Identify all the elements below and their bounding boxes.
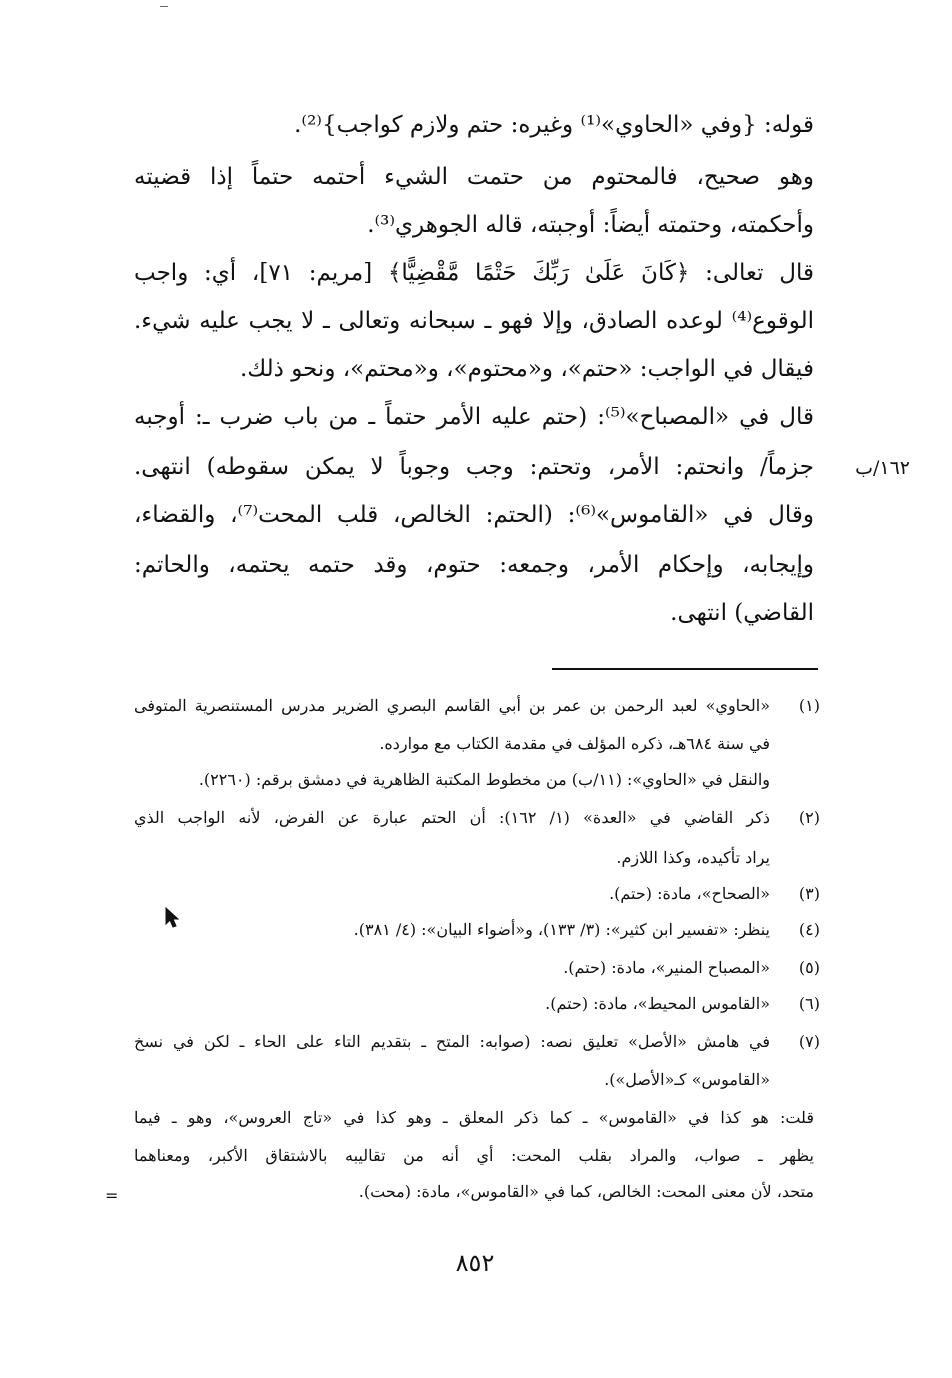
mouse-pointer-icon [164,906,180,930]
footnote-line: ذكر القاضي في «العدة» (١/ ١٦٢): أن الحتم عبارة عن الفرض، لأنه الواجب الذي [134,808,770,827]
main-line: الوقوع⁽⁴⁾ لوعده الصادق، وإلا فهو ـ سبحانه وتعالى ـ لا يجب عليه شيء. [134,308,814,334]
footnote-line: «الصحاح»، مادة: (حتم). [609,884,770,903]
scan-speck [160,0,168,7]
footnote-line: والنقل في «الحاوي»: (١١/ب) من مخطوط المكتبة الظاهرية في دمشق برقم: (٢٢٦٠). [198,770,770,789]
main-line: وقال في «القاموس»⁽⁶⁾: (الحتم: الخالص، قلب المحت⁽⁷⁾، والقضاء، [134,502,815,528]
footnote-line: متحد، لأن معنى المحت: الخالص، كما في «القاموس»، مادة: (محت). [358,1182,814,1201]
footnote-number: (٤) [798,920,820,939]
footnote-line: «القاموس المحيط»، مادة: (حتم). [545,994,770,1013]
footnote-line: يظهر ـ صواب، والمراد بقلب المحت: أي أنه من تقاليبه بالاشتقاق الأكبر، ومعناهما [134,1146,814,1165]
main-line: قال في «المصباح»⁽⁵⁾: (حتم عليه الأمر حتماً ـ من باب ضرب ـ: أوجبه [134,404,814,430]
footnote-number: (٦) [798,994,820,1013]
main-line: قال تعالى: ﴿كَانَ عَلَىٰ رَبِّكَ حَتْمًا مَّقْضِيًّا﴾ [مريم: ٧١]، أي: واجب [134,260,814,286]
main-line: فيقال في الواجب: «حتم»، و«محتوم»، و«محتم»، ونحو ذلك. [239,356,814,382]
footnote-line: ينظر: «تفسير ابن كثير»: (٣/ ١٣٣)، و«أضواء البيان»: (٤/ ٣٨١). [353,920,770,939]
footnote-number: (١) [798,696,820,715]
main-line: قوله: {وفي «الحاوي»⁽¹⁾ وغيره: حتم ولازم كواجب}⁽²⁾. [294,112,814,138]
footnote-line: في هامش «الأصل» تعليق نصه: (صوابه: المتح ـ بتقديم التاء على الحاء ـ لكن في نسخ [134,1032,770,1051]
main-line: القاضي) انتهى. [670,600,814,626]
continuation-mark: = [105,1186,119,1205]
footnote-line: يراد تأكيده، وكذا اللازم. [616,848,770,867]
manuscript-folio-marker: ١٦٢/ب [855,457,910,479]
main-line: وهو صحيح، فالمحتوم من حتمت الشيء أحتمه حتماً إذا قضيته [134,164,814,190]
footnote-line: «القاموس» كـ«الأصل»). [604,1070,770,1089]
footnote-line: قلت: هو كذا في «القاموس» ـ كما ذكر المعلق ـ وهو كذا في «تاج العروس»، وهو ـ فيما [134,1108,815,1127]
footnote-number: (٢) [798,808,820,827]
main-line: وإيجابه، وإحكام الأمر، وجمعه: حتوم، وقد حتمه يحتمه، والحاتم: [134,552,814,578]
footnote-number: (٣) [798,884,820,903]
footnote-line: في سنة ٦٨٤هـ، ذكره المؤلف في مقدمة الكتاب مع موارده. [379,734,770,753]
footnote-line: «الحاوي» لعبد الرحمن بن عمر بن أبي القاسم البصري الضرير مدرس المستنصرية المتوفى [134,696,770,715]
main-line: وأحكمته، وحتمته أيضاً: أوجبته، قاله الجوهري⁽³⁾. [367,212,814,238]
footnote-separator [552,668,818,670]
main-line: جزماً/ وانحتم: الأمر، وتحتم: وجب وجوباً لا يمكن سقوطه) انتهى. [134,454,814,480]
footnote-number: (٥) [798,958,820,977]
footnote-number: (٧) [798,1032,820,1051]
page-number: ٨٥٢ [455,1249,495,1277]
footnote-line: «المصباح المنير»، مادة: (حتم). [563,958,770,977]
